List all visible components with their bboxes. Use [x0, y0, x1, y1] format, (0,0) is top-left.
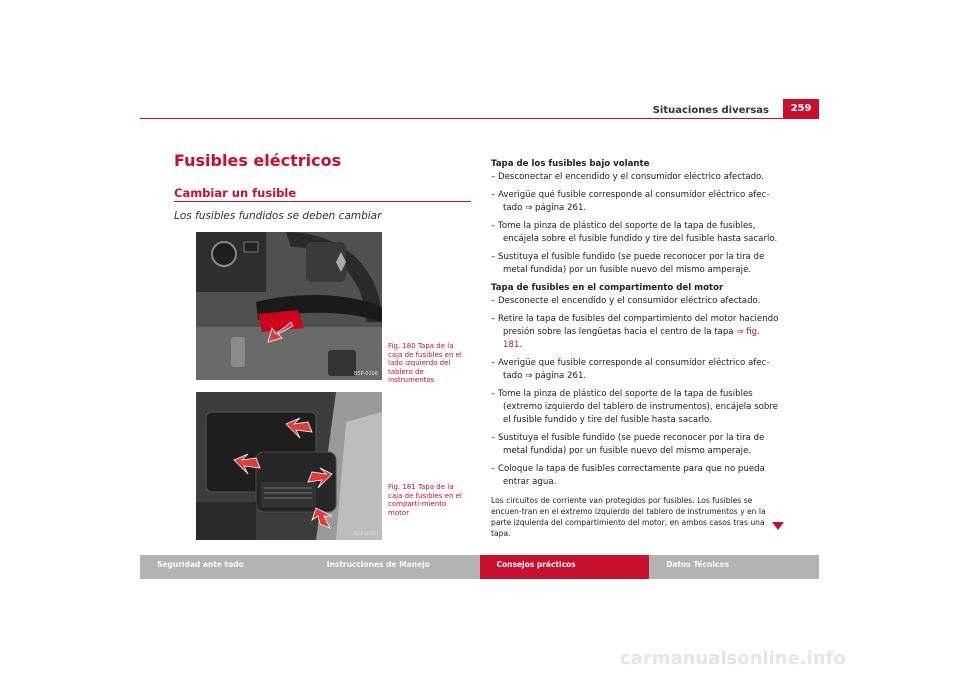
tab-consejos[interactable]: Consejos prácticos: [480, 555, 650, 579]
running-header-title: Situaciones diversas: [652, 105, 769, 116]
instructions-column: [491, 155, 781, 539]
figure-181-caption: Fig. 181 Tapa de la caja de fusibles en el comparti-miento motor: [388, 483, 462, 517]
figure-180-code: B5P-0106: [353, 371, 378, 377]
list-item-end: .: [519, 340, 523, 350]
heading-engine-fuses: Tapa de fusibles en el compartimento del motor: [491, 283, 724, 293]
list-item: – Desconectar el encendido y el consumidor eléctrico afectado.: [491, 172, 764, 182]
list-item: – Sustituya el fusible fundido (se puede reconocer por la tira de metal fundida) por un fusible nuevo del mismo amperaje.: [491, 433, 765, 456]
list-item: – Coloque la tapa de fusibles correctamente para que no pueda entrar agua.: [491, 464, 765, 487]
tab-seguridad[interactable]: Seguridad ante todo: [157, 560, 244, 569]
list-item-text: – Retire la tapa de fusibles del compartimiento del motor haciendo presión sobre las lengüetas hacia el centro de la tapa: [491, 314, 779, 337]
figure-180-caption: Fig. 180 Tapa de la caja de fusibles en el lado izquierdo del tablero de instrumentos: [388, 342, 462, 384]
lead-text: Los fusibles fundidos se deben cambiar: [174, 210, 382, 222]
tab-datos-tecnicos[interactable]: Datos Técnicos: [666, 560, 729, 569]
figure-180-image: [196, 232, 382, 380]
section-title: Fusibles eléctricos: [174, 151, 342, 170]
subsection-rule: [174, 201, 471, 202]
engine-bay-illustration: [196, 392, 382, 540]
figure-181-code: B5P-0108: [353, 531, 378, 537]
list-item: – Averigüe que fusible corresponde al consumidor eléctrico afec-tado ⇒ página 261.: [491, 358, 770, 381]
list-item: – Averigüe qué fusible corresponde al consumidor eléctrico afec-tado ⇒ página 261.: [491, 190, 770, 213]
page-number-badge: 259: [783, 99, 819, 118]
figure-181-link[interactable]: ⇒ fig. 181: [503, 327, 760, 350]
list-item: – Sustituya el fusible fundido (se puede reconocer por la tira de metal fundida) por un fusible nuevo del mismo amperaje.: [491, 252, 765, 275]
tab-instrucciones[interactable]: Instrucciones de Manejo: [326, 560, 430, 569]
fuse-note: Los circuitos de corriente van protegidos por fusibles. Los fusibles se encuen-tran en el extremo izquierdo del tablero de instrumentos y en la parte izquierda del compartimiento del motor, en ambos casos tras una tapa.: [491, 496, 766, 538]
subsection-title: Cambiar un fusible: [174, 186, 297, 200]
list-item: – Tome la pinza de plástico del soporte de la tapa de fusibles, encájela sobre el fusible fundido y tire del fusible hasta sacarlo.: [491, 221, 778, 244]
list-item: – Tome la pinza de plástico del soporte de la tapa de fusibles (extremo izquierdo del tablero de instrumentos), encájela sobre el fusible fundido y tire del fusible hasta sacarlo.: [491, 389, 778, 425]
list-item: [491, 313, 781, 352]
next-page-arrow-icon[interactable]: [772, 522, 784, 530]
footer-nav: [140, 555, 819, 579]
watermark: carmanualsonline.info: [620, 648, 846, 669]
list-item: – Desconecte el encendido y el consumidor eléctrico afectado.: [491, 296, 761, 306]
header-rule: [140, 118, 819, 119]
heading-steering-fuses: Tapa de los fusibles bajo volante: [491, 159, 650, 169]
dashboard-illustration: [196, 232, 382, 380]
figure-181-image: [196, 392, 382, 540]
